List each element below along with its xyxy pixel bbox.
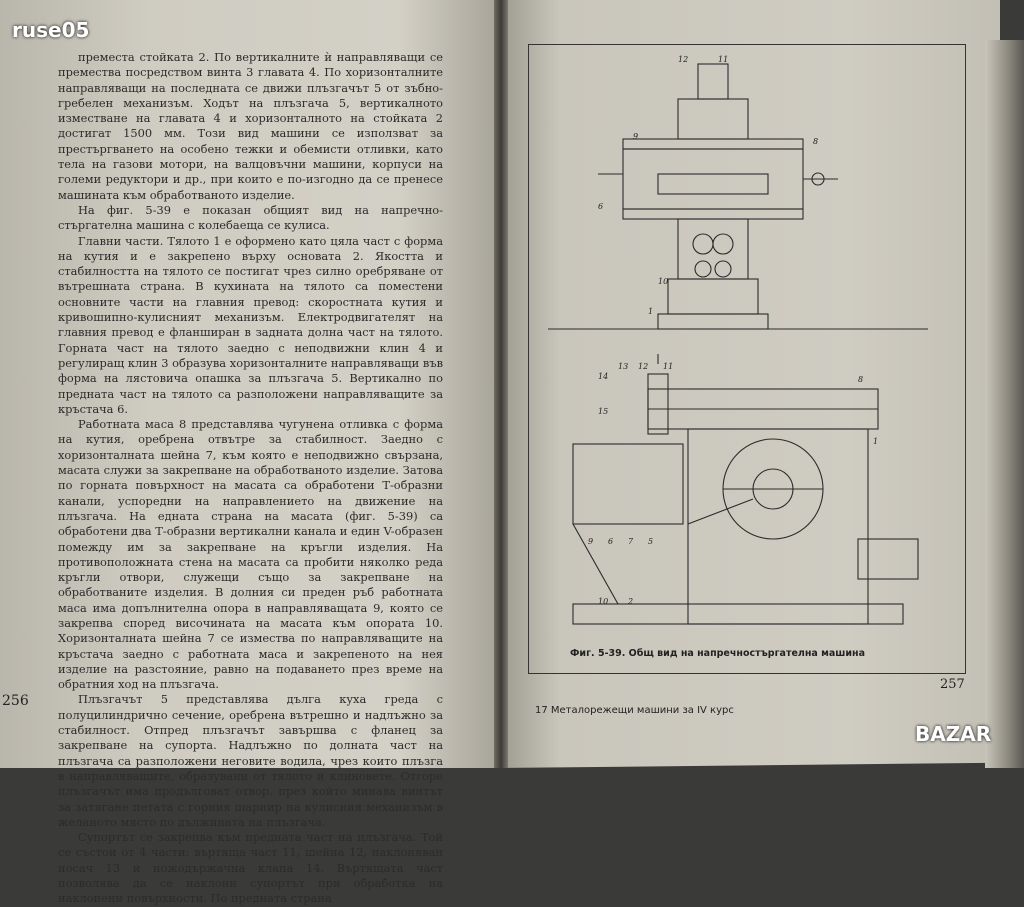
base-front [658, 314, 768, 329]
figure-label: 8 [813, 137, 819, 146]
figure-label: 1 [648, 307, 654, 316]
figure-label: 15 [598, 407, 609, 416]
figure-label: 9 [588, 537, 594, 546]
figure-label: 1 [873, 437, 879, 446]
page-edge [985, 40, 1024, 768]
ram-head [678, 99, 748, 139]
figure-label: 9 [633, 132, 639, 141]
figure-label: 5 [648, 537, 654, 546]
figure-label: 6 [598, 202, 604, 211]
left-text-column [58, 50, 443, 907]
main-body [688, 429, 868, 624]
book-binding [494, 0, 508, 768]
figure-label: 12 [638, 362, 649, 371]
paragraph: Главни части. Тялото 1 е оформено като цяла част с форма на кутия и е закрепено върху основата 2. Якостта и стабилността на тялото се постигат чрез силно оребряване от вътрешната страна. В кухината на тялото са поместени основните части на главния превод: скоростната кутия и кривошипно-кулисният механизъм. Електродвигателят на главния превод е фланширан в задната долна част на тялото. Горната част на тялото заедно с неподвижни клин 4 и регулиращ клин 3 образува хоризонталните направляващи във форма на лястовича опашка за плъзгача 5. Вертикално по предната част на тялото са разположени направляващите за кръстача 6. [58, 233, 443, 416]
left-page-number: 256 [2, 693, 29, 709]
paragraph: Плъзгачът 5 представлява дълга куха греда с полуцилиндрично сечение, оребрена вътрешно и надлъжно за стабилност. Отпред плъзгачът завършва с фланец за закрепване на супорта. Надлъжно по долната част на плъзгача са разположени неговите водила, чрез които плъзга в направляващите, образувани от тялото и клиновете. Отгоре плъзгачът има продълговат отвор, през който минава винтът за затягане петата с горния шарнир на кулисния механизъм в желаното място по дължината на плъзгача. [58, 692, 443, 829]
figure-label: 13 [618, 362, 629, 371]
figure-label: 11 [718, 55, 729, 64]
base-side [573, 604, 903, 624]
watermark-text: ruse05 [12, 18, 90, 42]
machine-body-front [623, 149, 803, 209]
figure-label: 6 [608, 537, 614, 546]
logo: BAZAR [915, 722, 992, 746]
motor-top [698, 64, 728, 99]
column [678, 219, 748, 279]
right-page-number: 257 [940, 677, 965, 692]
figure-label: 8 [858, 375, 864, 384]
paragraph: На фиг. 5-39 е показан общият вид на напречно-стъргателна машина с колебаеща се кулиса. [58, 202, 443, 233]
figure-label: 12 [678, 55, 689, 64]
paragraph: Супортът се закрепва към предната част на плъзгача. Той се състои от 4 части: въртяща част 11, шейна 12, наклоняван носач 13 и ножодържачна клапа 14. Въртящата част позволява да се наклони супортът при обработка на наклонени повърхности. По предната страна [58, 830, 443, 906]
work-table [573, 444, 683, 524]
machine-drawing [528, 44, 964, 644]
figure-label: 10 [598, 597, 609, 606]
figure-label: 14 [598, 372, 609, 381]
motor-side [858, 539, 918, 579]
tool-head [648, 374, 668, 434]
figure-label: 7 [628, 537, 634, 546]
figure-label: 10 [658, 277, 669, 286]
figure-label: 2 [628, 597, 634, 606]
right-page-footer: 17 Металорежещи машини за IV курс [535, 705, 734, 716]
paragraph: преместа стойката 2. По вертикалните ѝ направляващи се премества посредством винта 3 главата 4. По хоризонталните направляващи на последната се движи плъзгачът 5 от зъбно-гребелен механизъм. Ходът на плъзгача 5, вертикалното изместване на главата 4 и хоризонталното на стойката 2 достигат 1500 мм. Този вид машини се използват за престъргването на особено тежки и обемисти отливки, като тела на газови мотори, на валцовъчни машини, корпуси на големи редуктори и др., при които е по-изгодно да се пренесе машината към обработваното изделие. [58, 50, 443, 202]
figure-caption: Фиг. 5-39. Общ вид на напречностъргателна машина [570, 648, 866, 659]
paragraph: Работната маса 8 представлява чугунена отливка с форма на кутия, оребрена отвътре за стабилност. Заедно с хоризонталната шейна 7, към която е неподвижно свързана, масата служи за закрепване на обработваното изделие. Затова по горната повърхност на масата са обработени Т-образни канали, успоредни на направлението на движение на плъзгача. На едната страна на масата (фиг. 5-39) са обработени два Т-образни вертикални канала и един V-образен помежду им за закрепване на кръгли изделия. На противоположната стена на масата са пробити няколко реда кръгли отвори, служещи също за закрепване на обработваните изделия. В долния си преден ръб работната маса има допълнителна опора в направляващата 9, която се закрепва според височината на масата към опората 10. Хоризонталната шейна 7 се измества по направляващите на кръстача заедно с работната маса и закрепеното на нея изделие на разстояние, равно на подаването през време на обратния ход на плъзгача. [58, 417, 443, 692]
figure-label: 11 [663, 362, 674, 371]
